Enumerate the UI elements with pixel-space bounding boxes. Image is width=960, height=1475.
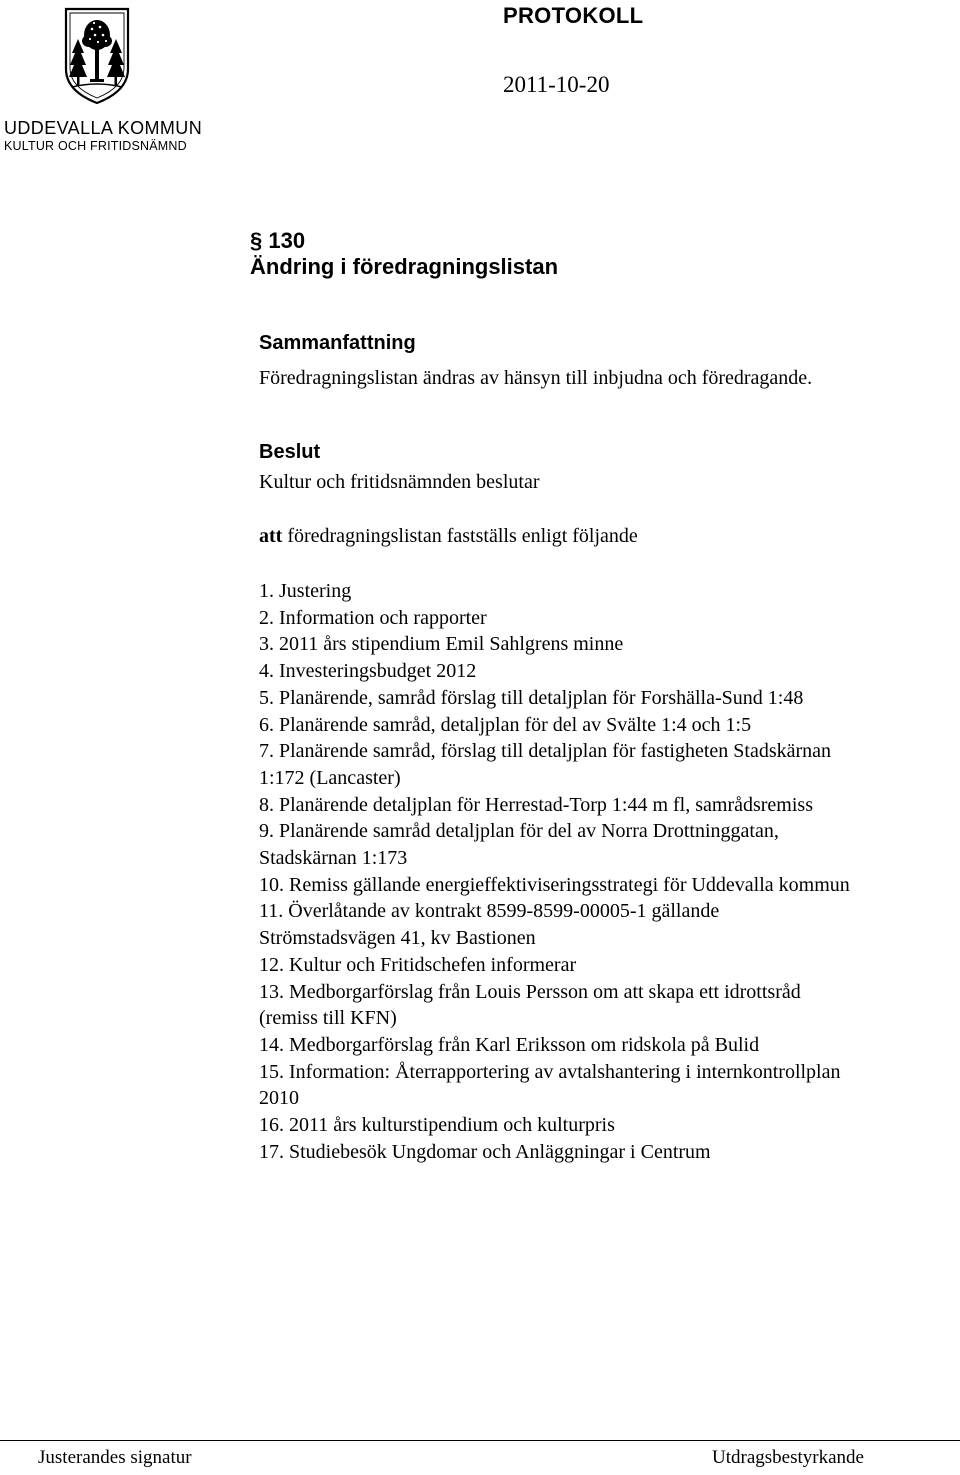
decision-att-line [259,524,638,548]
section-symbol: § [250,228,263,253]
agenda-item: 11. Överlåtande av kontrakt 8599-8599-00005-1 gällande [259,900,720,923]
organization-name: UDDEVALLA KOMMUN [4,118,203,138]
summary-heading: Sammanfattning [259,332,416,354]
agenda-item-continuation: Stadskärnan 1:173 [259,847,408,870]
agenda-item: 9. Planärende samråd detaljplan för del av Norra Drottninggatan, [259,820,779,843]
section-heading [250,228,558,280]
section-number: 130 [268,228,306,253]
decision-heading: Beslut [259,441,321,463]
footer-certification-label: Utdragsbestyrkande [712,1447,864,1468]
municipal-crest-icon [64,7,130,105]
footer-divider [0,1440,960,1441]
agenda-item: 1. Justering [259,580,352,602]
agenda-item-continuation: (remiss till KFN) [259,1007,397,1030]
document-date: 2011-10-20 [503,72,610,97]
agenda-list [259,578,850,1165]
agenda-item: 14. Medborgarförslag från Karl Eriksson om ridskola på Bulid [259,1033,760,1056]
agenda-item: 8. Planärende detaljplan för Herrestad-Torp 1:44 m fl, samrådsremiss [259,793,813,816]
att-text: föredragningslistan fastställs enligt följande [287,525,638,547]
section-number-line [250,228,558,254]
agenda-item-continuation: 1:172 (Lancaster) [259,766,401,789]
agenda-item-continuation: 2010 [259,1087,299,1110]
organization-department: KULTUR OCH FRITIDSNÄMND [4,139,187,153]
agenda-item-continuation: Strömstadsvägen 41, kv Bastionen [259,927,536,950]
footer-signature-label: Justerandes signatur [38,1447,192,1468]
document-type-title: PROTOKOLL [503,3,644,28]
agenda-item: 12. Kultur och Fritidschefen informerar [259,953,577,976]
agenda-item: 4. Investeringsbudget 2012 [259,660,477,683]
agenda-item: 5. Planärende, samråd förslag till detaljplan för Forshälla-Sund 1:48 [259,686,804,709]
att-keyword: att [259,525,283,547]
agenda-item: 16. 2011 års kulturstipendium och kulturpris [259,1114,615,1137]
agenda-item: 17. Studiebesök Ungdomar och Anläggningar i Centrum [259,1140,711,1163]
agenda-item: 2. Information och rapporter [259,606,487,629]
agenda-item: 3. 2011 års stipendium Emil Sahlgrens minne [259,633,624,656]
agenda-item: 6. Planärende samråd, detaljplan för del av Svälte 1:4 och 1:5 [259,713,752,736]
agenda-item: 7. Planärende samråd, förslag till detaljplan för fastigheten Stadskärnan [259,740,832,763]
summary-text: Föredragningslistan ändras av hänsyn till inbjudna och föredragande. [259,367,813,389]
agenda-item: 13. Medborgarförslag från Louis Persson om att skapa ett idrottsråd [259,980,801,1003]
section-title: Ändring i föredragningslistan [250,254,559,279]
decision-intro: Kultur och fritidsnämnden beslutar [259,471,540,493]
agenda-item: 15. Information: Återrapportering av avtalshantering i internkontrollplan [259,1060,841,1083]
agenda-item: 10. Remiss gällande energieffektiviseringsstrategi för Uddevalla kommun [259,873,850,896]
